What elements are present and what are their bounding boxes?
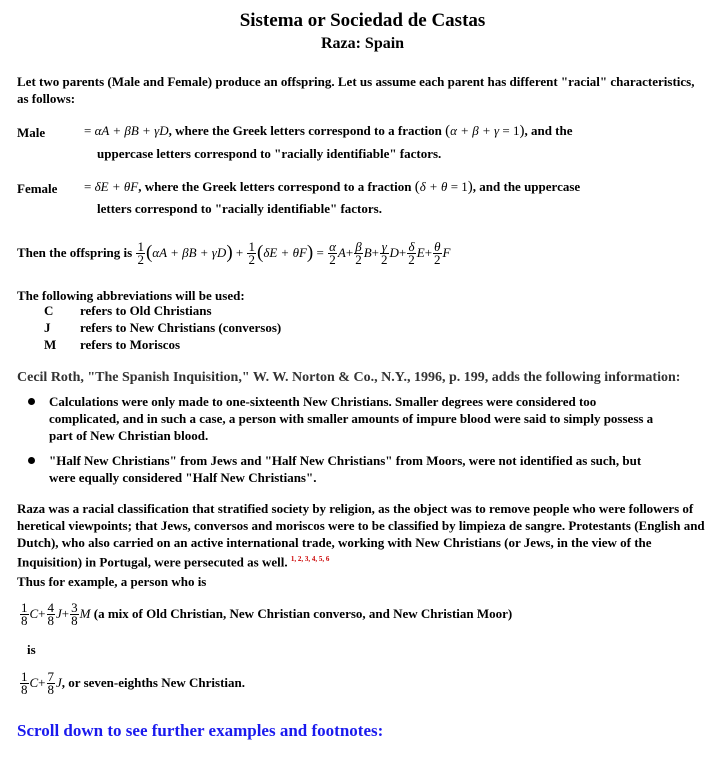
abbrev-desc-m: refers to Moriscos	[80, 337, 181, 352]
female-definition-cont: letters correspond to "racially identifiable" factors.	[97, 201, 382, 216]
abbrev-code-j: J	[44, 320, 51, 335]
abbrev-desc-j: refers to New Christians (conversos)	[80, 320, 282, 335]
bullet-item-1: Calculations were only made to one-sixteenth New Christians. Smaller degrees were considered too complicated, and in such a case, a person with smaller amounts of impure blood were said to simply possess a part of New Christian blood.	[49, 394, 654, 443]
female-label: Female	[17, 181, 58, 196]
abbrev-desc-c: refers to Old Christians	[80, 303, 212, 318]
male-definition-cont: uppercase letters correspond to "racially identifiable" factors.	[97, 146, 442, 161]
page-title: Sistema or Sociedad de Castas	[239, 10, 486, 31]
example-intro: Thus for example, a person who is	[17, 574, 207, 589]
bullet-item-2: "Half New Christians" from Jews and "Half New Christians" from Moors, were not identified as such, but were equally considered "Half New Christians".	[49, 453, 642, 485]
example-mix-description: (a mix of Old Christian, New Christian converso, and New Christian Moor)	[93, 606, 513, 621]
offspring-equation: Then the offspring is $\frac{1}{2}$ ( αA + βB + γD ) + $\frac{1}{2}$ ( δE + θF ) = $\frac{\alpha}{2}$ A + $\frac{\beta}{2}$ B + $\frac{\gamma}{2}$ D + $\frac{\delta}{2}$ E + $\frac{\theta}{2}$ F	[17, 238, 451, 267]
footnote-refs[interactable]: 1, 2, 3, 4, 5, 6	[290, 555, 330, 563]
male-label: Male	[17, 125, 46, 140]
raza-paragraph: Raza was a racial classification that stratified society by religion, as the object was to remove people who were followers of heretical viewpoints; that Jews, conversos and moriscos were to be classified by limpieza de sangre. Protestants (English and Dutch), who also carried on an active international trade, working with New Christians (or Jews, in the view of the Inquisition) in Portugal, were persecuted as well. $^{1, 2, 3, 4, 5, 6}$	[17, 501, 705, 570]
roth-citation: Cecil Roth, "The Spanish Inquisition," W. W. Norton & Co., N.Y., 1996, p. 199, adds the following information:	[17, 370, 681, 385]
male-definition: = αA + βB + γD, where the Greek letters correspond to a fraction (α + β + γ = 1), and the	[84, 123, 573, 139]
offspring-label: Then the offspring is	[17, 245, 133, 260]
bullet-dot	[28, 398, 35, 405]
bullet-dot	[28, 457, 35, 464]
intro-paragraph: Let two parents (Male and Female) produce an offspring. Let us assume each parent has different "racial" characteristics, as follows:	[17, 74, 695, 106]
abbrev-intro: The following abbreviations will be used:	[17, 288, 245, 303]
example-result-text: , or seven-eighths New Christian.	[61, 675, 245, 690]
page-subtitle: Raza: Spain	[320, 35, 405, 52]
female-definition: = δE + θF, where the Greek letters correspond to a fraction (δ + θ = 1), and the uppercase	[84, 179, 581, 195]
abbrev-code-c: C	[44, 303, 54, 318]
example-result-equation: $\frac{1}{8}$ C + $\frac{7}{8}$ J , or seven-eighths New Christian.	[21, 668, 245, 697]
scroll-note: Scroll down to see further examples and footnotes:	[17, 721, 384, 740]
is-label: is	[27, 642, 36, 657]
example-mix-equation: $\frac{1}{8}$ C + $\frac{4}{8}$ J + $\frac{3}{8}$ M (a mix of Old Christian, New Christian converso, and New Christian Moor)	[21, 599, 513, 628]
abbrev-code-m: M	[44, 337, 57, 352]
